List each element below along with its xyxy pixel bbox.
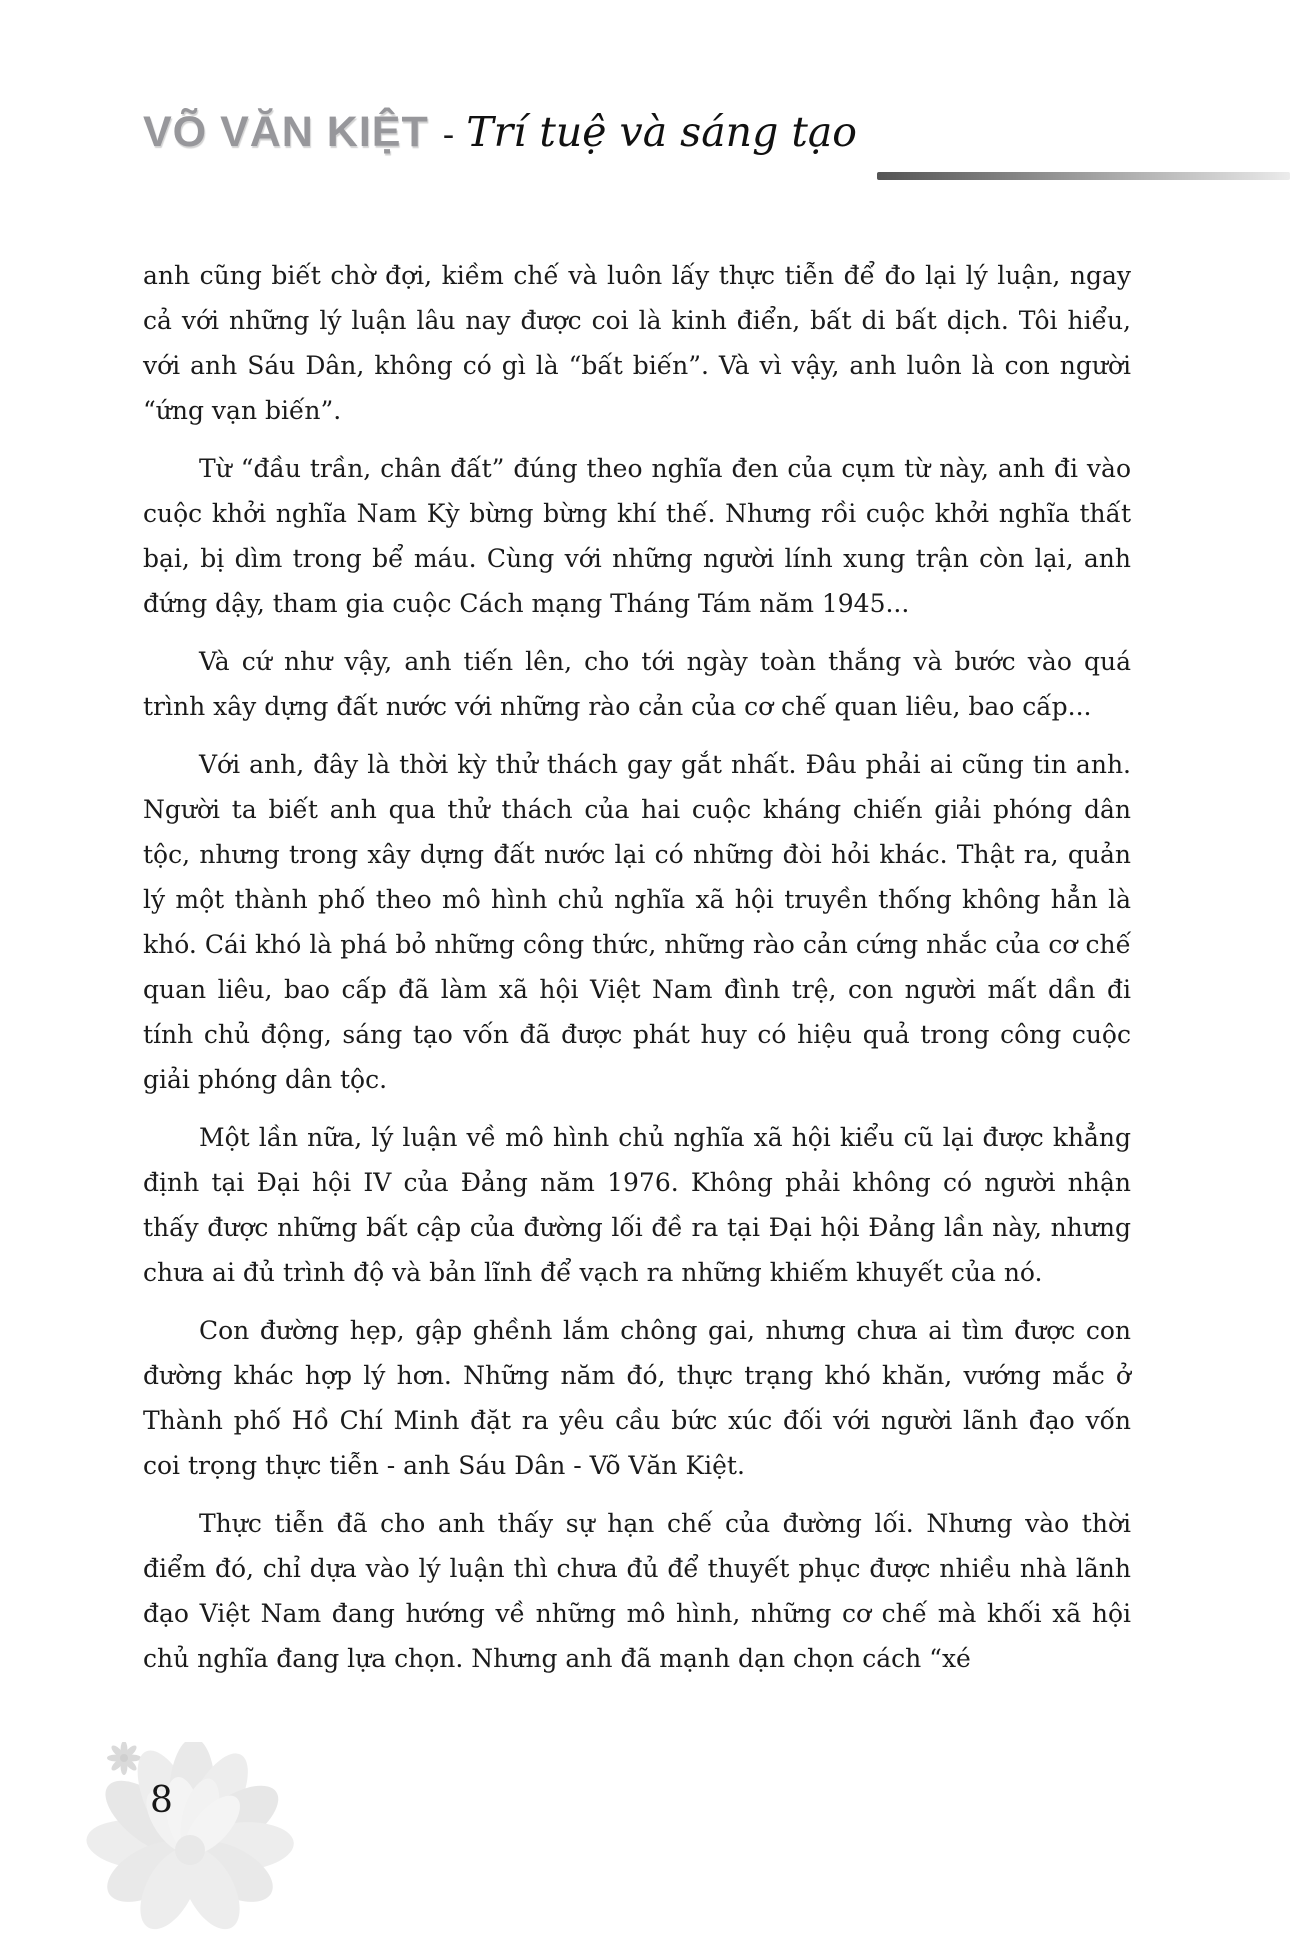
page-header	[0, 0, 1308, 190]
book-subtitle: Trí tuệ và sáng tạo	[466, 108, 857, 156]
header-rule	[877, 172, 1290, 180]
paragraph: Với anh, đây là thời kỳ thử thách gay gắt nhất. Đâu phải ai cũng tin anh. Người ta biết anh qua thử thách của hai cuộc kháng chiến giải phóng dân tộc, nhưng trong xây dựng đất nước lại có những đòi hỏi khác. Thật ra, quản lý một thành phố theo mô hình chủ nghĩa xã hội truyền thống không hẳn là khó. Cái khó là phá bỏ những công thức, những rào cản cứng nhắc của cơ chế quan liêu, bao cấp đã làm xã hội Việt Nam đình trệ, con người mất dần đi tính chủ động, sáng tạo vốn đã được phát huy có hiệu quả trong công cuộc giải phóng dân tộc.	[143, 750, 1131, 1094]
paragraph: Và cứ như vậy, anh tiến lên, cho tới ngày toàn thắng và bước vào quá trình xây dựng đất nước với những rào cản của cơ chế quan liêu, bao cấp...	[143, 647, 1131, 721]
page-content	[143, 253, 1131, 1694]
paragraph: anh cũng biết chờ đợi, kiềm chế và luôn lấy thực tiễn để đo lại lý luận, ngay cả với những lý luận lâu nay được coi là kinh điển, bất di bất dịch. Tôi hiểu, với anh Sáu Dân, không có gì là “bất biến”. Và vì vậy, anh luôn là con người “ứng vạn biến”.	[143, 261, 1131, 425]
lotus-watermark-icon	[72, 1742, 302, 1938]
paragraph: Thực tiễn đã cho anh thấy sự hạn chế của đường lối. Nhưng vào thời điểm đó, chỉ dựa vào lý luận thì chưa đủ để thuyết phục được nhiều nhà lãnh đạo Việt Nam đang hướng về những mô hình, những cơ chế mà khối xã hội chủ nghĩa đang lựa chọn. Nhưng anh đã mạnh dạn chọn cách “xé	[143, 1509, 1131, 1673]
paragraph: Từ “đầu trần, chân đất” đúng theo nghĩa đen của cụm từ này, anh đi vào cuộc khởi nghĩa Nam Kỳ bừng bừng khí thế. Nhưng rồi cuộc khởi nghĩa thất bại, bị dìm trong bể máu. Cùng với những người lính xung trận còn lại, anh đứng dậy, tham gia cuộc Cách mạng Tháng Tám năm 1945...	[143, 454, 1131, 618]
paragraph: Một lần nữa, lý luận về mô hình chủ nghĩa xã hội kiểu cũ lại được khẳng định tại Đại hội IV của Đảng năm 1976. Không phải không có người nhận thấy được những bất cập của đường lối đề ra tại Đại hội Đảng lần này, nhưng chưa ai đủ trình độ và bản lĩnh để vạch ra những khiếm khuyết của nó.	[143, 1123, 1131, 1287]
star-flower-icon	[107, 1742, 141, 1775]
paragraph: Con đường hẹp, gập ghềnh lắm chông gai, nhưng chưa ai tìm được con đường khác hợp lý hơn. Những năm đó, thực trạng khó khăn, vướng mắc ở Thành phố Hồ Chí Minh đặt ra yêu cầu bức xúc đối với người lãnh đạo vốn coi trọng thực tiễn - anh Sáu Dân - Võ Văn Kiệt.	[143, 1316, 1131, 1480]
book-title: VÕ VĂN KIỆT	[143, 108, 429, 156]
title-separator: -	[442, 115, 455, 155]
lotus-icon	[84, 1742, 295, 1938]
page-number: 8	[150, 1780, 173, 1821]
